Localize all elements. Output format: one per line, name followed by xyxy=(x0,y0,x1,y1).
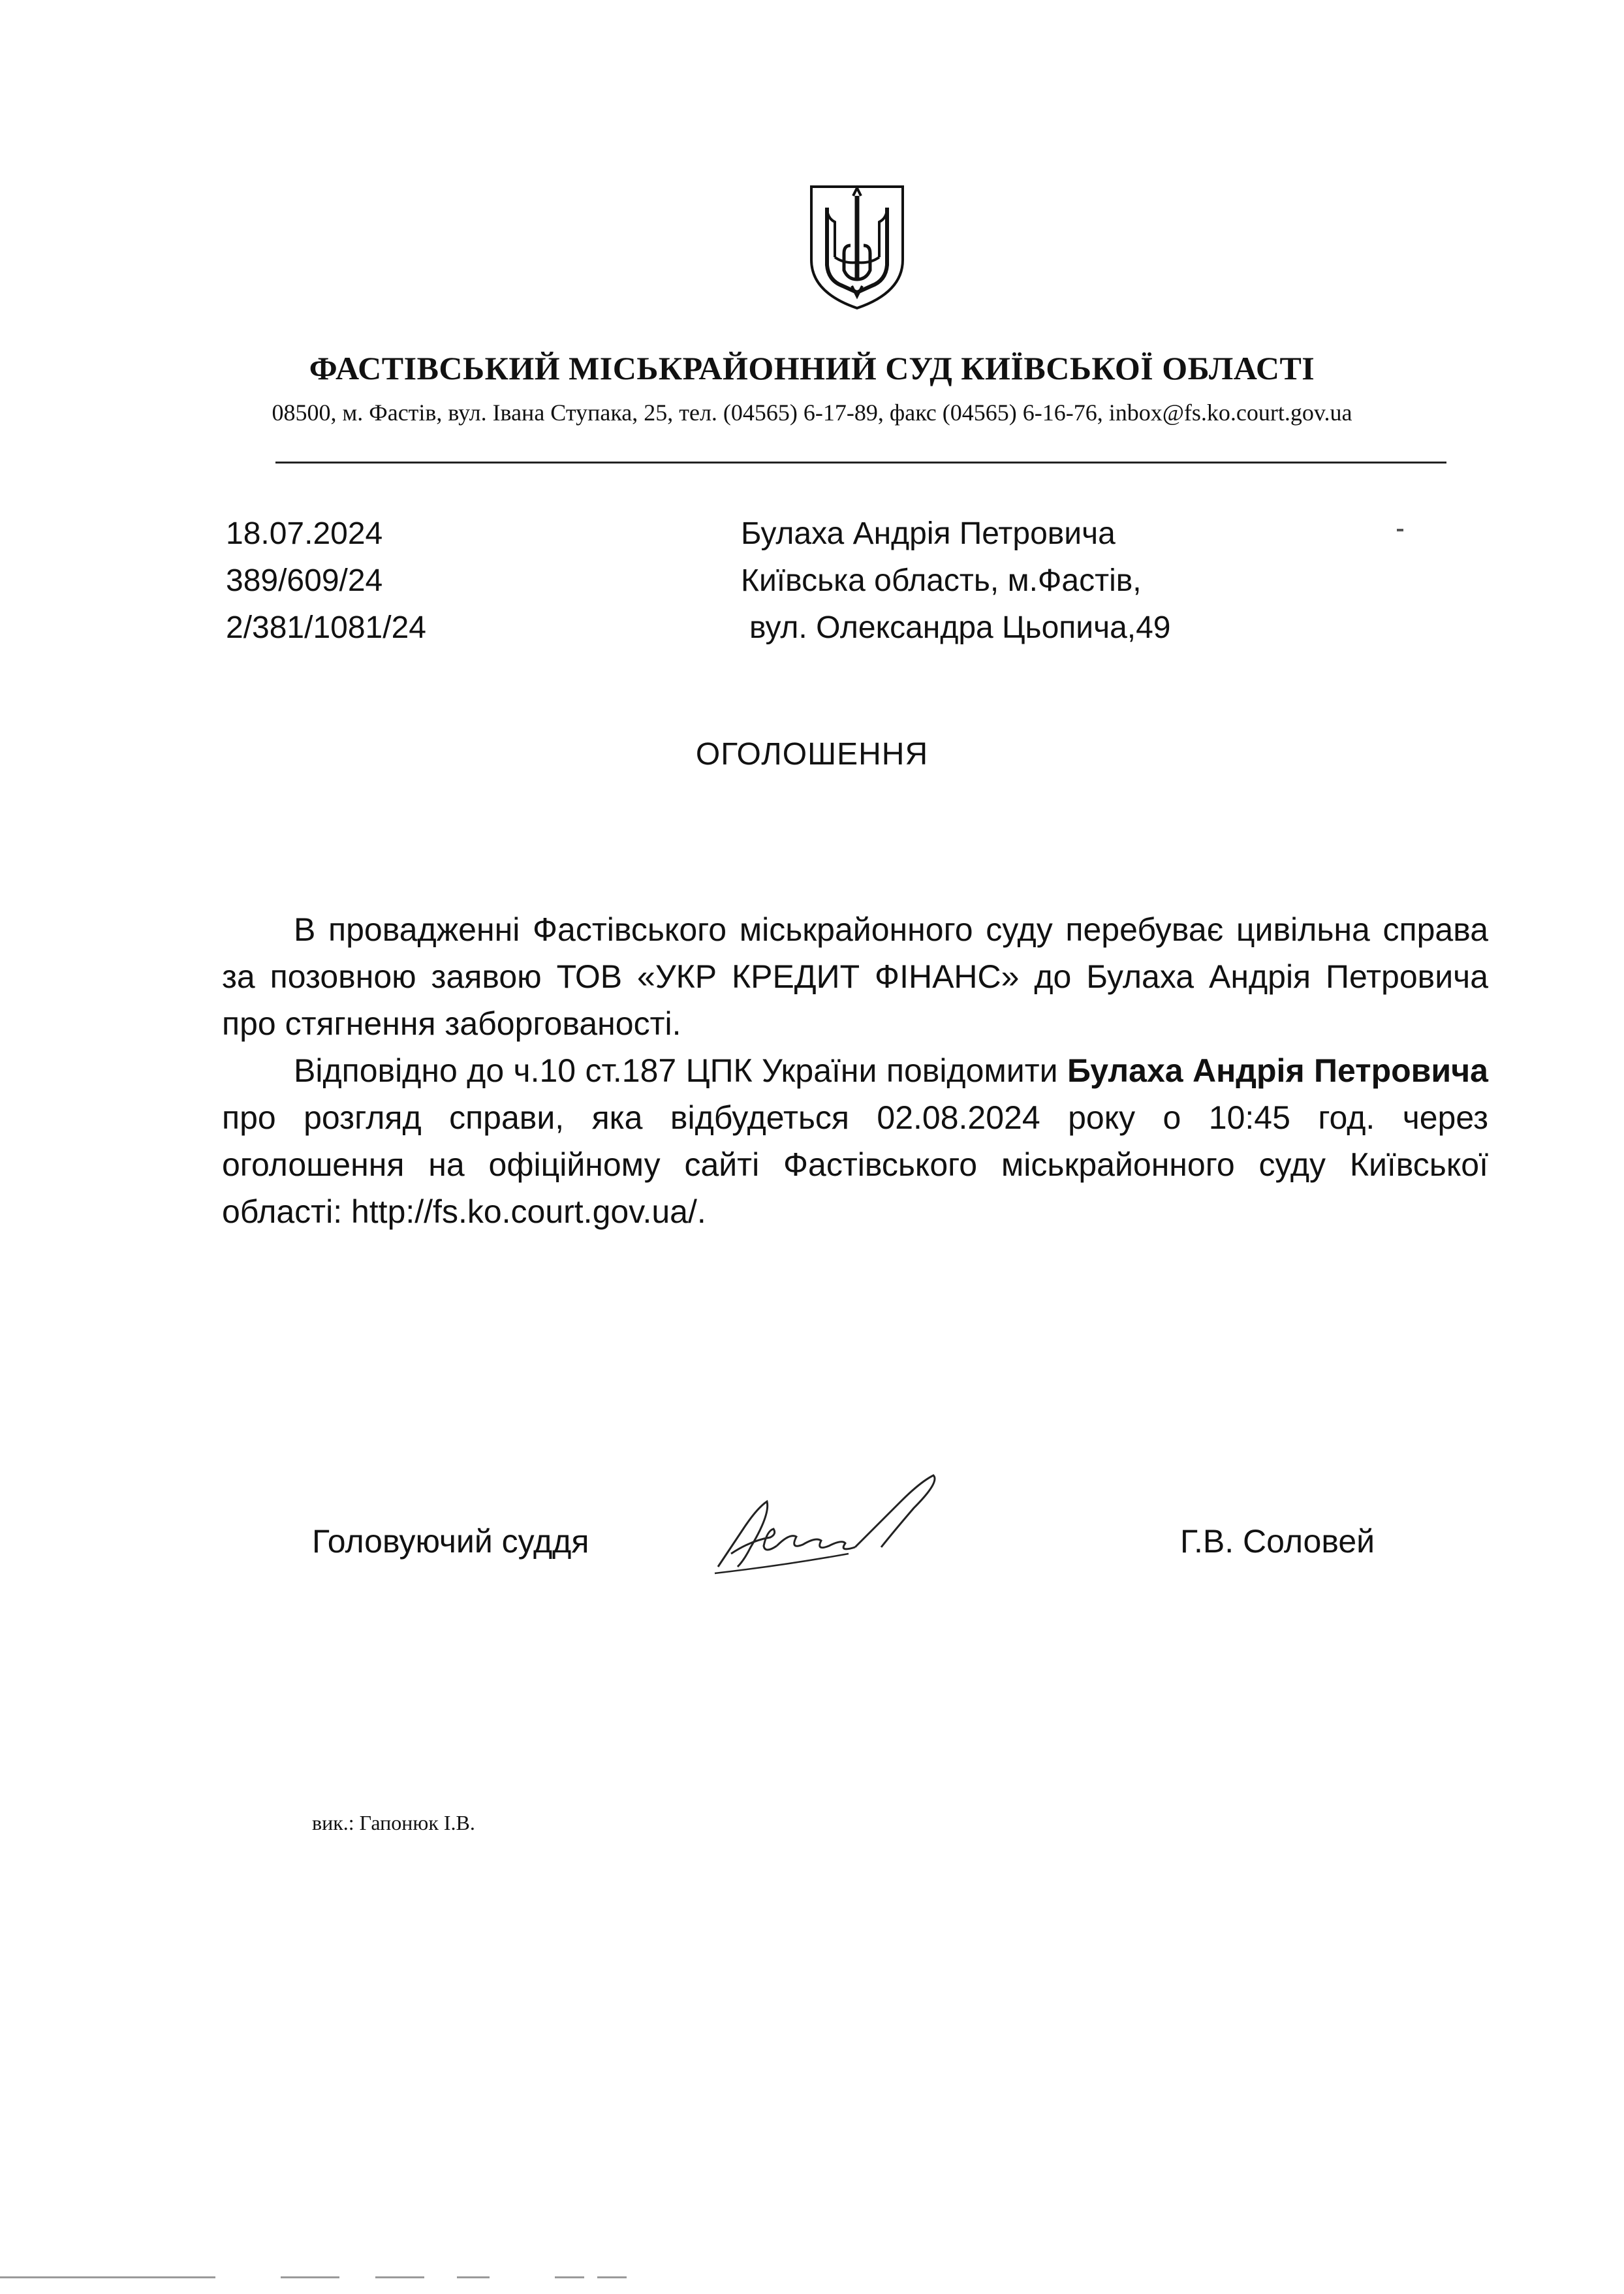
court-name: ФАСТІВСЬКИЙ МІСЬКРАЙОННИЙ СУД КИЇВСЬКОЇ ОБЛАСТІ xyxy=(309,350,1315,386)
executor-note: вик.: Гапонюк І.В. xyxy=(312,1811,475,1834)
body-paragraph-1: В провадженні Фастівського міськрайонного суду перебуває цивільна справа за позовною заявою ТОВ «УКР КРЕДИТ ФІНАНС» до Булаха Андрія Петровича про стягнення заборгованості. xyxy=(222,911,1488,1042)
scan-edge-dash xyxy=(597,2276,627,2278)
scan-speck xyxy=(1397,529,1403,531)
body-paragraph-2-start: Відповідно до ч.10 ст.187 ЦПК України повідомити xyxy=(294,1052,1067,1089)
scan-edge-dash xyxy=(457,2276,490,2278)
case-number: 389/609/24 xyxy=(226,563,383,598)
presiding-judge-label: Головуючий суддя xyxy=(312,1523,589,1560)
recipient-region-city: Київська область, м.Фастів, xyxy=(741,563,1142,598)
scan-edge-dash xyxy=(375,2276,424,2278)
body-paragraph-2 xyxy=(222,1047,1488,1235)
scan-edge-dash xyxy=(281,2276,339,2278)
defendant-name-bold: Булаха Андрія Петровича xyxy=(1067,1052,1488,1089)
court-address: 08500, м. Фастів, вул. Івана Ступака, 25, тел. (04565) 6-17-89, факс (04565) 6-16-76, inbox@fs.ko.court.gov.ua xyxy=(272,400,1352,426)
scan-edge-dash xyxy=(555,2276,584,2278)
handwritten-signature-icon xyxy=(705,1469,979,1586)
trident-coat-of-arms-icon xyxy=(805,181,909,312)
scan-edge-dash xyxy=(0,2276,215,2278)
header-divider xyxy=(275,462,1446,464)
outgoing-number: 2/381/1081/24 xyxy=(226,610,426,645)
document-date: 18.07.2024 xyxy=(226,516,383,551)
recipient-name: Булаха Андрія Петровича xyxy=(741,516,1116,551)
body-paragraph-2-end: про розгляд справи, яка відбудеться 02.08.2024 року о 10:45 год. через оголошення на офіційному сайті Фастівського міськрайонного суду Київської області: http://fs.ko.court.gov.ua/. xyxy=(222,1099,1488,1230)
notice-body xyxy=(222,906,1488,1235)
recipient-street: вул. Олександра Цьопича,49 xyxy=(749,610,1171,645)
document-title: ОГОЛОШЕННЯ xyxy=(695,737,929,772)
judge-name: Г.В. Соловей xyxy=(1180,1523,1375,1560)
